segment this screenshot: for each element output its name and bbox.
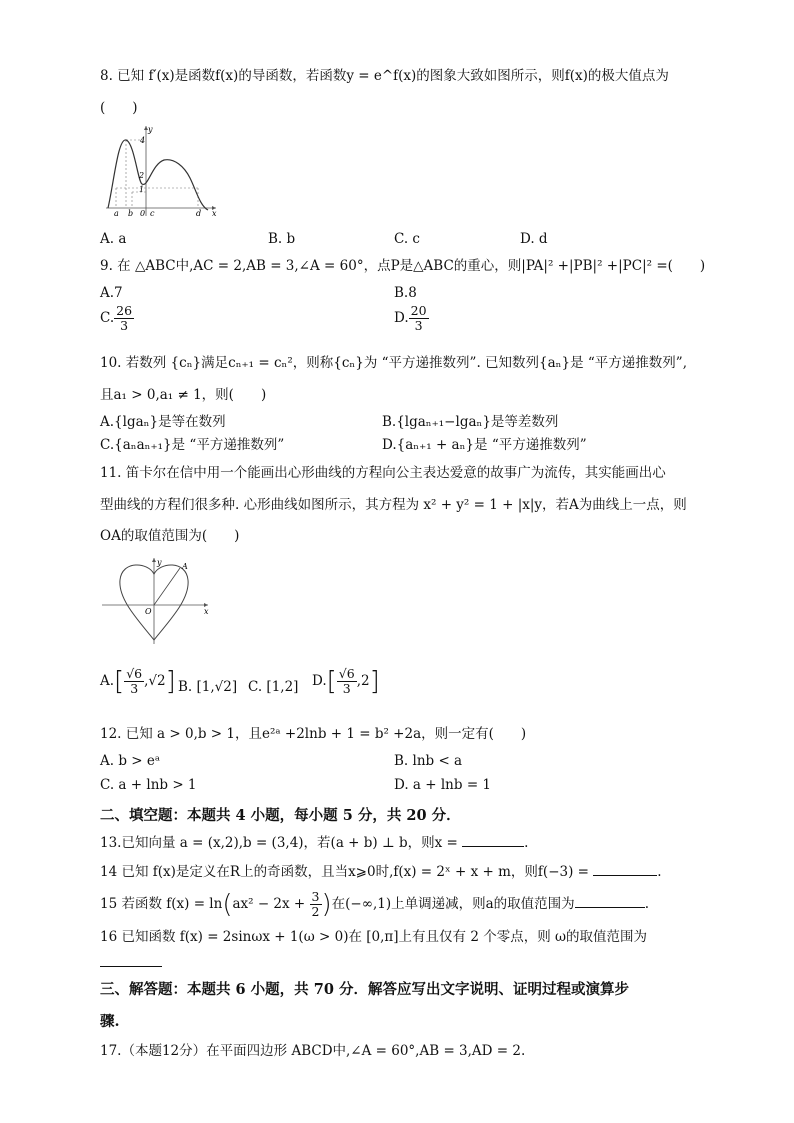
q9-option-d-fraction	[409, 304, 429, 333]
q15-answer-blank[interactable]	[575, 895, 645, 908]
q15-right-paren: )	[321, 889, 332, 920]
q15-left-paren: (	[222, 889, 233, 920]
q11-option-a-prefix: A.	[100, 673, 115, 689]
q11-label-A: A	[182, 562, 188, 571]
q12-option-b[interactable]: B. lnb < a	[394, 753, 463, 769]
q15-suffix: 在(−∞,1)上单调递减，则a的取值范围为	[331, 896, 575, 912]
q15-frac-num: 3	[311, 889, 320, 904]
q11-d-left-bracket: [	[326, 666, 337, 697]
q11-option-d[interactable]	[312, 667, 380, 696]
q8-label-y: y	[148, 125, 153, 134]
q10-option-a[interactable]: A.{lgaₙ}是等在数列	[100, 414, 226, 430]
q14	[100, 863, 662, 881]
q11-heart-graph	[100, 556, 214, 646]
q12-option-c[interactable]: C. a + lnb > 1	[100, 777, 197, 793]
q11-option-a-fraction	[124, 667, 144, 696]
q9-option-d-prefix: D.	[394, 310, 409, 326]
q17-stem: 17.（本题12分）在平面四边形 ABCD中,∠A = 60°,AB = 3,AD = 2.	[100, 1043, 526, 1059]
q9-c-den: 3	[120, 318, 129, 333]
q9-c-num: 26	[116, 303, 133, 318]
q8-label-2: 2	[139, 171, 145, 180]
q9-option-b[interactable]: B.8	[394, 285, 417, 301]
q8-label-d: d	[196, 209, 202, 218]
q8-option-a[interactable]: A. a	[100, 231, 127, 247]
q9-d-num: 20	[410, 303, 427, 318]
q14-text: 14 已知 f(x)是定义在R上的奇函数，且当x⩾0时,f(x) = 2ˣ + x + m，则f(−3) =	[100, 864, 594, 880]
q8-label-b: b	[128, 209, 134, 218]
q8-label-x: x	[212, 209, 217, 218]
q8-graph	[104, 122, 220, 218]
q12-option-d[interactable]: D. a + lnb = 1	[394, 777, 492, 793]
q11-label-x: x	[204, 607, 209, 616]
q15-fraction	[310, 890, 322, 919]
q11-d-num: √6	[338, 666, 355, 681]
q15-end: .	[644, 896, 649, 912]
q11-label-y: y	[157, 558, 162, 567]
q13-answer-blank[interactable]	[462, 834, 524, 847]
section-3-heading-line2: 骤.	[100, 1013, 120, 1030]
q12-stem: 12. 已知 a > 0,b > 1，且e²ᵃ +2lnb + 1 = b² +2a，则一定有( )	[100, 726, 527, 742]
q11-label-O: O	[145, 607, 152, 616]
q9-option-c-prefix: C.	[100, 310, 115, 326]
q9-d-den: 3	[414, 318, 423, 333]
q11-option-d-fraction	[337, 667, 357, 696]
q9-option-a[interactable]: A.7	[100, 285, 123, 301]
q8-answer-bracket: ( )	[100, 100, 138, 116]
q10-option-b[interactable]: B.{lgaₙ₊₁−lgaₙ}是等差数列	[382, 414, 559, 430]
q11-d-right-bracket: ]	[369, 666, 380, 697]
q8-label-c: c	[150, 209, 155, 218]
q8-stem: 8. 已知 f′(x)是函数f(x)的导函数，若函数y = e^f(x)的图象大致如图所示，则f(x)的极大值点为	[100, 68, 669, 84]
q11-stem-line3: OA的取值范围为( )	[100, 528, 240, 544]
q9-option-c-fraction	[114, 304, 134, 333]
q15-frac-den: 2	[311, 904, 320, 919]
q8-option-d[interactable]: D. d	[520, 231, 548, 247]
q11-option-a[interactable]	[100, 667, 176, 696]
q15-prefix: 15 若函数 f(x) = ln	[100, 896, 223, 912]
q13-end: .	[524, 835, 529, 851]
q11-a-num: √6	[126, 666, 143, 681]
q9-option-c[interactable]	[100, 304, 134, 333]
q11-a-left-bracket: [	[114, 666, 125, 697]
q8-label-4: 4	[140, 136, 146, 145]
q8-option-b[interactable]: B. b	[268, 231, 296, 247]
q8-label-1: 1	[139, 185, 145, 194]
q10-stem-line2: 且a₁ > 0,a₁ ≠ 1，则( )	[100, 387, 267, 403]
q11-option-d-prefix: D.	[312, 673, 327, 689]
q15-inner: ax² − 2x +	[232, 896, 310, 912]
q10-stem-line1: 10. 若数列 {cₙ}满足cₙ₊₁ = cₙ²，则称{cₙ}为 “平方递推数列”. 已知数列{aₙ}是 “平方递推数列”,	[100, 355, 687, 371]
q11-a-right-bracket: ]	[165, 666, 176, 697]
q11-stem-line2: 型曲线的方程们很多种. 心形曲线如图所示，其方程为 x² + y² = 1 + |x|y，若A为曲线上一点，则	[100, 497, 687, 513]
q9-option-d[interactable]	[394, 304, 429, 333]
q11-d-den: 3	[342, 681, 351, 696]
q14-answer-blank[interactable]	[593, 863, 657, 876]
q11-d-tail: ,2	[356, 673, 370, 689]
q13	[100, 834, 528, 852]
q11-option-c[interactable]: C. [1,2]	[248, 679, 299, 695]
q14-end: .	[657, 864, 662, 880]
q16-answer-blank[interactable]	[100, 954, 162, 967]
q8-option-c[interactable]: C. c	[394, 231, 420, 247]
q9-stem: 9. 在 △ABC中,AC = 2,AB = 3,∠A = 60°，点P是△ABC的重心，则|PA|² +|PB|² +|PC|² =( )	[100, 258, 706, 274]
q16-stem: 16 已知函数 f(x) = 2sinωx + 1(ω > 0)在 [0,π]上有且仅有 2 个零点，则 ω的取值范围为	[100, 929, 648, 945]
q11-stem-line1: 11. 笛卡尔在信中用一个能画出心形曲线的方程向公主表达爱意的故事广为流传，其实能画出心	[100, 465, 666, 481]
q8-label-a: a	[114, 209, 119, 218]
q11-a-tail: ,√2	[144, 673, 166, 689]
q13-text: 13.已知向量 a = (x,2),b = (3,4)，若(a + b) ⊥ b，则x =	[100, 835, 463, 851]
q15	[100, 889, 649, 920]
q10-option-d[interactable]: D.{aₙ₊₁ + aₙ}是 “平方递推数列”	[382, 437, 587, 453]
q12-option-a[interactable]: A. b > eᵃ	[100, 753, 161, 769]
q11-option-b[interactable]: B. [1,√2]	[178, 679, 238, 695]
q10-option-c[interactable]: C.{aₙaₙ₊₁}是 “平方递推数列”	[100, 437, 285, 453]
q11-a-den: 3	[130, 681, 139, 696]
q8-label-0: 0	[140, 209, 146, 218]
section-2-heading: 二、填空题：本题共 4 小题，每小题 5 分，共 20 分．	[100, 807, 461, 824]
section-3-heading-line1: 三、解答题：本题共 6 小题，共 70 分．解答应写出文字说明、证明过程或演算步	[100, 981, 629, 998]
